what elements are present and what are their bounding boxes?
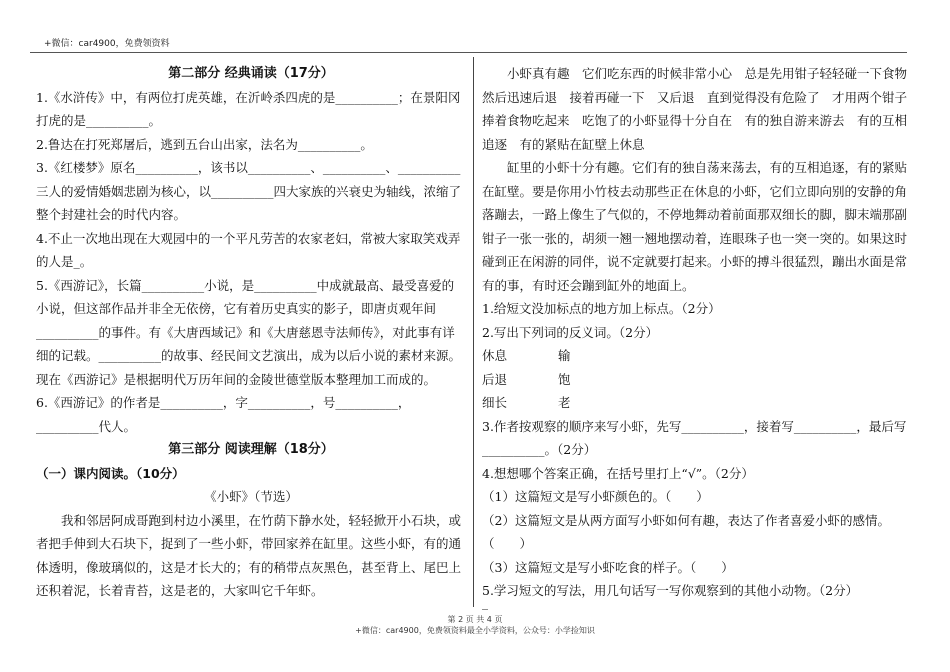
column-divider xyxy=(473,57,474,607)
antonym-word: 休息 xyxy=(482,348,508,363)
header-note: +微信：car4900，免费领资料 xyxy=(44,39,170,49)
q4-option-1: （1）这篇短文是写小虾颜色的。（ ） xyxy=(482,489,709,504)
reading-question-4: 4.想想哪个答案正确，在括号里打上“√”。（2分） xyxy=(482,465,754,481)
antonym-word: 细长 xyxy=(482,395,508,410)
q4-option-2: （2）这篇短文是从两方面写小虾如何有趣，表达了作者喜爱小虾的感情。（ ） xyxy=(482,512,890,551)
antonym-answer: 输 xyxy=(558,348,571,363)
antonym-row xyxy=(482,344,910,368)
page-number: 第 2 页 共 4 页 xyxy=(447,615,503,624)
question-3: 3.《红楼梦》原名__________，该书以__________、__________、__________三人的爱情婚姻悲剧为核心，以__________四大家族的兴衰史为轴线，浓缩了整个封建社会的时代内容。 xyxy=(36,160,462,222)
passage-paragraph-2: 缸里的小虾十分有趣。它们有的独自荡来荡去，有的互相追逐，有的紧贴在缸壁。要是你用小竹枝去动那些正在休息的小虾，它们立即向别的安静的角落蹦去，一路上像生了气似的，不停地舞动着前面那双细长的脚，脚末端那副钳子一张一张的，胡须一翘一翘地摆动着，连眼珠子也一突一突的。如果这时碰到正在闲游的同伴，说不定就要打起来。小虾的搏斗很猛烈，蹦出水面是常有的事，有时还会蹦到缸外的地面上。 xyxy=(482,160,908,293)
question-1: 1.《水浒传》中，有两位打虎英雄，在沂岭杀四虎的是__________；在景阳冈打虎的是__________。 xyxy=(36,89,461,128)
question-4: 4.不止一次地出现在大观园中的一个平凡劳苦的农家老妇，常被大家取笑戏弄的人是_。 xyxy=(36,230,461,269)
section2-title: 第二部分 经典诵读（17分） xyxy=(168,66,334,81)
passage-title: 《小虾》（节选） xyxy=(204,489,298,504)
reading-question-2: 2.写出下列词的反义词。（2分） xyxy=(482,324,659,340)
q4-option-3: （3）这篇短文是写小虾吃食的样子。（ ） xyxy=(482,559,734,575)
question-2: 2.鲁达在打死郑屠后，逃到五台山出家，法名为__________。 xyxy=(36,136,373,152)
reading-question-1: 1.给短文没加标点的地方加上标点。（2分） xyxy=(482,301,721,316)
question-6: 6.《西游记》的作者是__________，字__________，号__________，__________代人。 xyxy=(36,395,411,434)
section3-title: 第三部分 阅读理解（18分） xyxy=(168,442,334,457)
passage-paragraph-1: 我和邻居阿成哥跑到村边小溪里，在竹荫下静水处，轻轻掀开小石块，或者把手伸到大石块下，捉到了一些小虾，带回家养在缸里。这些小虾，有的通体透明，像玻璃似的，这是才长大的；有的稍带点灰黑色，甚至背上、尾巴上还积着泥，长着青苔，这是老的，大家叫它千年虾。 xyxy=(36,512,462,598)
subsection-1-title: （一）课内阅读。（10分） xyxy=(36,465,185,481)
reading-question-3: 3.作者按观察的顺序来写小虾，先写__________，接着写__________，最后写__________。（2分） xyxy=(482,418,907,457)
reading-question-5: 5.学习短文的写法，用几句话写一写你观察到的其他小动物。（2分） xyxy=(482,583,859,598)
answer-line-mark: _ xyxy=(482,596,488,610)
antonym-word: 后退 xyxy=(482,371,508,387)
antonym-row xyxy=(482,391,910,415)
header-rule xyxy=(30,52,907,53)
passage-unpunctuated: 小虾真有趣 它们吃东西的时候非常小心 总是先用钳子轻轻碰一下食物 然后迅速后退 接着再碰一下 又后退 直到觉得没有危险了 才用两个钳子捧着食物吃起来 吃饱了的小虾显得十分自在 有的独自游来游去 有的互相追逐 有的紧贴在缸壁上休息 xyxy=(482,66,920,152)
footer-note: +微信：car4900，免费领资料最全小学资料，公众号：小学捡知识 xyxy=(355,626,595,635)
antonym-row xyxy=(482,368,910,392)
question-5: 5.《西游记》，长篇__________小说，是__________中成就最高、最受喜爱的小说，但这部作品并非全无依傍，它有着历史真实的影子，即唐贞观年间__________的事件。有《大唐西域记》和《大唐慈恩寺法师传》，对此事有详细的记载。__________的故事、经民间文艺演出，成为以后小说的素材来源。现在《西游记》是根据明代万历年间的金陵世德堂版本整理加工而成的。 xyxy=(36,277,462,387)
right-column xyxy=(482,62,920,603)
antonym-answer: 饱 xyxy=(558,371,571,387)
left-column xyxy=(36,62,466,603)
antonym-answer: 老 xyxy=(558,395,571,410)
